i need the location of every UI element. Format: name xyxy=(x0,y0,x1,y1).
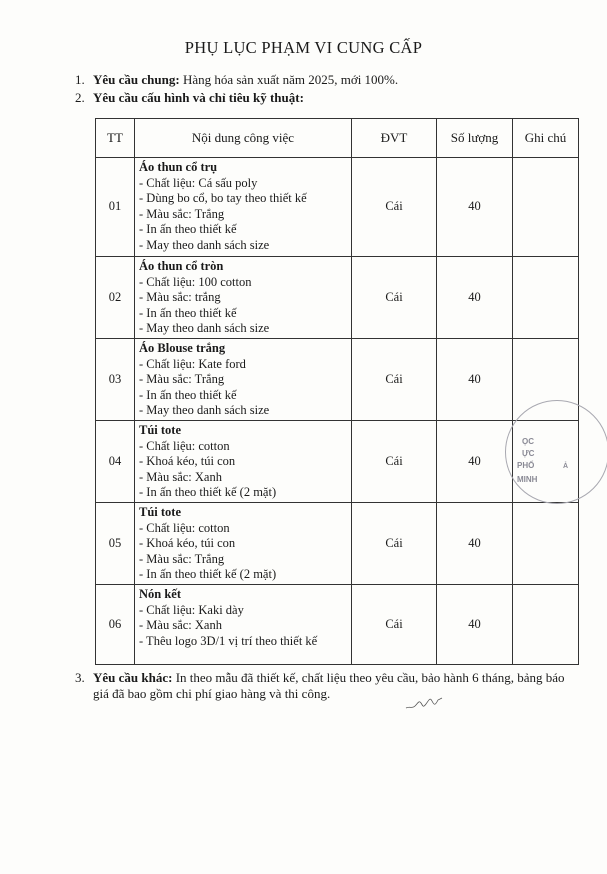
item-spec-line: - Thêu logo 3D/1 vị trí theo thiết kế xyxy=(139,633,318,648)
item-spec-line: - Màu sắc: Trắng xyxy=(139,551,225,566)
stamp-text: ỌC xyxy=(522,437,534,446)
requirement-label: Yêu cầu khác: xyxy=(93,670,173,685)
item-spec-line: - Khoá kéo, túi con xyxy=(139,536,236,550)
stamp-text: MINH xyxy=(517,475,538,484)
requirement-number: 2. xyxy=(75,90,85,105)
requirement-text: In theo mẫu đã thiết kế, chất liệu theo yêu cầu, bảo hành 6 tháng, bảng báo giá đã bao gồm chi phí giao hàng và thi công. xyxy=(93,670,565,701)
cell-unit: Cái xyxy=(352,585,437,665)
cell-qty: 40 xyxy=(437,421,513,503)
header-note: Ghi chú xyxy=(513,119,579,158)
requirement-general xyxy=(75,72,399,88)
cell-tt: 05 xyxy=(96,503,135,585)
cell-description xyxy=(135,503,352,585)
item-spec-line: - Chất liệu: cotton xyxy=(139,438,230,453)
requirement-technical xyxy=(75,90,304,106)
header-qty: Số lượng xyxy=(437,119,513,158)
cell-unit: Cái xyxy=(352,339,437,421)
cell-note xyxy=(513,158,579,257)
item-spec-line: - May theo danh sách size xyxy=(139,237,270,252)
requirement-number: 3. xyxy=(75,670,85,685)
cell-tt: 03 xyxy=(96,339,135,421)
signature-scribble xyxy=(404,694,444,712)
item-spec-line: - In ấn theo thiết kế (2 mặt) xyxy=(139,567,277,581)
item-spec-line: - Màu sắc: Trắng xyxy=(139,372,225,386)
stamp-ring xyxy=(505,400,607,504)
item-spec-line: - May theo danh sách size xyxy=(139,403,270,417)
table-row xyxy=(96,257,579,339)
item-title: Nón kết xyxy=(139,587,182,601)
cell-description xyxy=(135,158,352,257)
cell-description xyxy=(135,421,352,503)
item-spec-line: - Dùng bo cổ, bo tay theo thiết kế xyxy=(139,191,307,205)
item-spec-line: - Chất liệu: 100 cotton xyxy=(139,274,252,289)
item-spec-line: - Chất liệu: Cá sấu poly xyxy=(139,175,258,190)
item-title: Túi tote xyxy=(139,423,182,437)
cell-qty: 40 xyxy=(437,503,513,585)
requirement-other xyxy=(75,670,568,702)
item-title: Túi tote xyxy=(139,505,182,519)
cell-qty: 40 xyxy=(437,585,513,665)
cell-qty: 40 xyxy=(437,339,513,421)
item-spec-line: - In ấn theo thiết kế xyxy=(139,222,237,236)
cell-unit: Cái xyxy=(352,158,437,257)
item-spec-line: - In ấn theo thiết kế xyxy=(139,305,237,320)
item-spec-line: - In ấn theo thiết kế (2 mặt) xyxy=(139,485,277,499)
cell-qty: 40 xyxy=(437,257,513,339)
stamp-text: ỰC xyxy=(522,449,535,458)
table-row xyxy=(96,158,579,257)
cell-description xyxy=(135,585,352,665)
official-stamp xyxy=(500,395,607,515)
stamp-text: Ả xyxy=(563,463,569,470)
requirement-text: Hàng hóa sản xuất năm 2025, mới 100%. xyxy=(179,72,399,87)
cell-unit: Cái xyxy=(352,257,437,339)
item-spec-line: - Màu sắc: Xanh xyxy=(139,618,222,632)
header-tt: TT xyxy=(96,119,135,158)
cell-description xyxy=(135,339,352,421)
cell-tt: 01 xyxy=(96,158,135,257)
header-content: Nội dung công việc xyxy=(135,119,352,158)
item-title: Áo thun cổ trụ xyxy=(139,160,218,174)
requirement-number: 1. xyxy=(75,72,85,87)
cell-tt: 02 xyxy=(96,257,135,339)
table-row xyxy=(96,585,579,665)
requirement-label: Yêu cầu chung: xyxy=(93,72,180,87)
item-title: Áo thun cổ tròn xyxy=(139,259,224,273)
item-spec-line: - In ấn theo thiết kế xyxy=(139,387,237,402)
cell-qty: 40 xyxy=(437,158,513,257)
item-spec-line: - Chất liệu: Kaki dày xyxy=(139,602,244,617)
cell-note xyxy=(513,585,579,665)
cell-description xyxy=(135,257,352,339)
cell-unit: Cái xyxy=(352,421,437,503)
cell-tt: 04 xyxy=(96,421,135,503)
requirement-label: Yêu cầu cấu hình và chỉ tiêu kỹ thuật: xyxy=(93,90,304,105)
spec-table xyxy=(95,118,579,665)
cell-tt: 06 xyxy=(96,585,135,665)
page-title: PHỤ LỤC PHẠM VI CUNG CẤP xyxy=(184,38,423,57)
header-unit: ĐVT xyxy=(352,119,437,158)
cell-unit: Cái xyxy=(352,503,437,585)
item-spec-line: - May theo danh sách size xyxy=(139,321,270,335)
stamp-text: PHỐ xyxy=(517,461,535,470)
item-spec-line: - Màu sắc: trắng xyxy=(139,290,221,304)
item-spec-line: - Chất liệu: Kate ford xyxy=(139,356,246,371)
cell-note xyxy=(513,257,579,339)
item-spec-line: - Khoá kéo, túi con xyxy=(139,454,236,468)
item-title: Áo Blouse trắng xyxy=(139,341,226,355)
item-spec-line: - Màu sắc: Xanh xyxy=(139,469,222,484)
table-header-row xyxy=(96,119,579,158)
item-spec-line: - Chất liệu: cotton xyxy=(139,520,230,535)
item-spec-line: - Màu sắc: Trắng xyxy=(139,206,225,221)
